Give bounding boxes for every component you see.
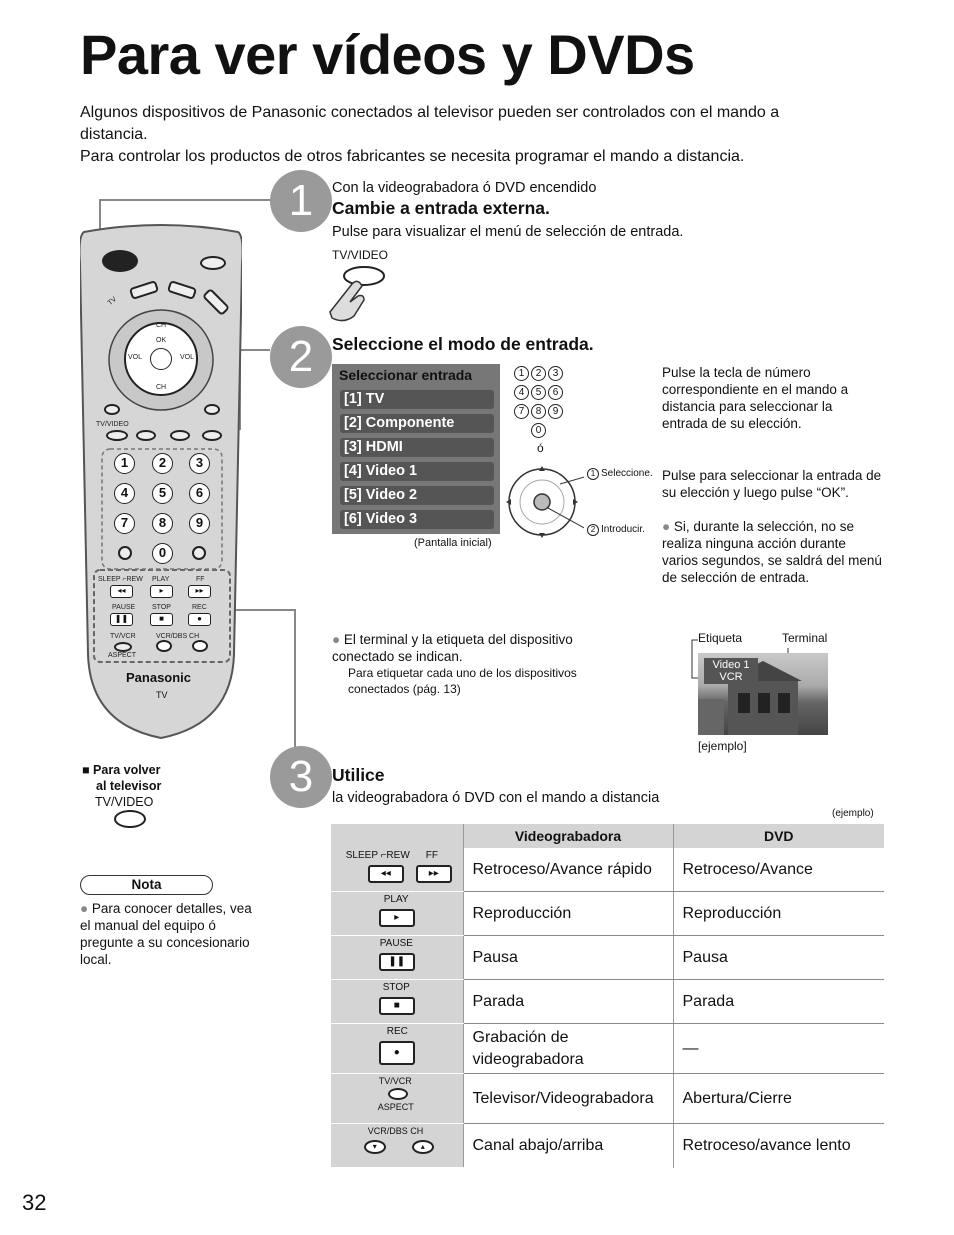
small-button[interactable] bbox=[104, 404, 120, 415]
tv-vcr-label: TV/VCR bbox=[110, 633, 136, 640]
ff-icon-label: FF bbox=[425, 850, 438, 861]
table-cell: Pausa bbox=[673, 936, 884, 980]
rec-icon-label: REC bbox=[386, 1026, 408, 1037]
table-cell: Parada bbox=[673, 980, 884, 1024]
remote-control bbox=[80, 224, 242, 742]
play-icon: ▸ bbox=[379, 909, 415, 927]
function-table bbox=[331, 824, 884, 1168]
menu-item-video3[interactable]: [6] Video 3 bbox=[340, 510, 494, 529]
table-cell: Retroceso/Avance rápido bbox=[463, 848, 673, 892]
table-cell: — bbox=[673, 1024, 884, 1074]
digit-3-icon: 3 bbox=[548, 366, 563, 381]
intro-line-1: Algunos dispositivos de Panasonic conectados al televisor pueden ser controlados con el mando a bbox=[80, 104, 780, 121]
vcr-dbs-ch-icon-cell bbox=[331, 1124, 463, 1168]
digit-6-button[interactable]: 6 bbox=[189, 483, 210, 504]
table-cell: Retroceso/avance lento bbox=[673, 1124, 884, 1168]
play-label: PLAY bbox=[152, 576, 170, 583]
select-hint bbox=[587, 468, 653, 480]
stop-icon-cell bbox=[331, 980, 463, 1024]
intro-line-3: Para controlar los productos de otros fabricantes se necesita programar el mando a distancia. bbox=[80, 148, 745, 165]
digit-5-button[interactable]: 5 bbox=[152, 483, 173, 504]
terminal-note-text: El terminal y la etiqueta del dispositivo conectado se indican. bbox=[332, 632, 573, 664]
digit-2-button[interactable]: 2 bbox=[152, 453, 173, 474]
note-text: Para conocer detalles, vea el manual del equipo ó pregunte a su concesionario local. bbox=[80, 901, 252, 967]
remote-brand: Panasonic bbox=[126, 670, 192, 685]
step-3-number: 3 bbox=[270, 746, 332, 808]
table-row bbox=[331, 892, 884, 936]
pause-icon-cell bbox=[331, 936, 463, 980]
rec-button[interactable]: ● bbox=[188, 613, 211, 626]
return-tv-line-1: Para volver bbox=[93, 763, 161, 777]
osd-label: Video 1 bbox=[712, 659, 750, 671]
menu-item-video2[interactable]: [5] Video 2 bbox=[340, 486, 494, 505]
square-bullet-icon: ■ bbox=[82, 763, 90, 777]
small-button[interactable] bbox=[204, 404, 220, 415]
remote-model: TV bbox=[156, 690, 168, 700]
rew-ff-icon bbox=[331, 848, 463, 892]
table-row bbox=[331, 1024, 884, 1074]
select-num-icon: 1 bbox=[587, 468, 599, 480]
menu-item-component[interactable]: [2] Componente bbox=[340, 414, 494, 433]
table-row bbox=[331, 1124, 884, 1168]
note-body bbox=[80, 900, 260, 968]
ok-desc: Pulse para seleccionar la entrada de su elección y luego pulse “OK”. bbox=[662, 468, 882, 500]
ok-button[interactable] bbox=[150, 348, 172, 370]
digit-7-icon: 7 bbox=[514, 404, 529, 419]
terminal-note bbox=[332, 631, 632, 665]
bullet-icon: ● bbox=[662, 519, 671, 534]
digit-7-button[interactable]: 7 bbox=[114, 513, 135, 534]
step-1-heading: Cambie a entrada externa. bbox=[332, 198, 550, 218]
digit-3-button[interactable]: 3 bbox=[189, 453, 210, 474]
small-button[interactable] bbox=[192, 546, 206, 560]
step-1-pre: Con la videograbadora ó DVD encendido bbox=[332, 180, 597, 196]
table-cell: Canal abajo/arriba bbox=[463, 1124, 673, 1168]
pause-icon: ❚❚ bbox=[379, 953, 415, 971]
table-cell: Retroceso/Avance bbox=[673, 848, 884, 892]
tv-vcr-icon-label: TV/VCR bbox=[378, 1076, 412, 1086]
page-title: Para ver vídeos y DVDs bbox=[80, 23, 695, 86]
menu-caption: (Pantalla inicial) bbox=[414, 537, 492, 549]
pause-button[interactable]: ❚❚ bbox=[110, 613, 133, 626]
ch-up-button[interactable] bbox=[192, 640, 208, 652]
ok-note-text: Si, durante la selección, no se realiza ninguna acción durante varios segundos, se saldrá del menú de selección de entrada. bbox=[662, 519, 882, 585]
rec-icon: ● bbox=[379, 1041, 415, 1065]
etiqueta-label: Etiqueta bbox=[698, 631, 743, 645]
ch-up-label: CH bbox=[156, 322, 167, 329]
power-button[interactable] bbox=[102, 250, 138, 272]
step-1-desc: Pulse para visualizar el menú de selección de entrada. bbox=[332, 224, 684, 240]
tv-vcr-aspect-icon-cell bbox=[331, 1074, 463, 1124]
intro-line-2: distancia. bbox=[80, 126, 148, 143]
table-cell: Abertura/Cierre bbox=[673, 1074, 884, 1124]
cursor-keys-icon bbox=[504, 464, 584, 549]
rec-label: REC bbox=[192, 604, 207, 611]
ch-down-label: CH bbox=[156, 384, 167, 391]
table-cell: Pausa bbox=[463, 936, 673, 980]
color-button[interactable] bbox=[136, 430, 156, 441]
menu-item-hdmi[interactable]: [3] HDMI bbox=[340, 438, 494, 457]
table-cell: Televisor/Videograbadora bbox=[463, 1074, 673, 1124]
digit-desc: Pulse la tecla de número correspondiente en el mando a distancia para seleccionar la entrada de su elección. bbox=[662, 365, 849, 431]
table-cell: Grabación de videograbadora bbox=[463, 1024, 673, 1074]
bullet-icon: ● bbox=[332, 632, 341, 647]
vol-left-label: VOL bbox=[128, 354, 143, 361]
tv-video-button[interactable] bbox=[106, 430, 128, 441]
pause-icon-label: PAUSE bbox=[379, 938, 413, 949]
color-button[interactable] bbox=[170, 430, 190, 441]
step-1-number: 1 bbox=[270, 170, 332, 232]
step-2-number: 2 bbox=[270, 326, 332, 388]
rew-icon: ◂◂ bbox=[368, 865, 404, 883]
table-row bbox=[331, 848, 884, 892]
vol-right-label: VOL bbox=[180, 354, 195, 361]
digit-0-icon: 0 bbox=[531, 423, 546, 438]
osd-terminal: VCR bbox=[719, 671, 743, 683]
ch-down-icon: ▾ bbox=[364, 1140, 386, 1154]
vcr-dbs-ch-icon-label: VCR/DBS CH bbox=[367, 1126, 424, 1136]
digit-2-icon: 2 bbox=[531, 366, 546, 381]
stop-label: STOP bbox=[152, 604, 171, 611]
digit-keys-icon bbox=[514, 363, 568, 438]
enter-num-icon: 2 bbox=[587, 524, 599, 536]
play-icon-cell bbox=[331, 892, 463, 936]
digit-1-icon: 1 bbox=[514, 366, 529, 381]
page-number: 32 bbox=[22, 1190, 47, 1215]
color-button[interactable] bbox=[202, 430, 222, 441]
stop-icon: ■ bbox=[379, 997, 415, 1015]
digit-1-button[interactable]: 1 bbox=[114, 453, 135, 474]
remote-button[interactable] bbox=[200, 256, 226, 270]
step-3-heading: Utilice bbox=[332, 765, 385, 785]
enter-hint bbox=[587, 524, 645, 536]
rec-icon-cell bbox=[331, 1024, 463, 1074]
input-select-menu bbox=[332, 364, 500, 534]
sleep-rew-icon-label: SLEEP ⌐REW bbox=[345, 850, 410, 861]
rew-button[interactable]: ◂◂ bbox=[110, 585, 133, 598]
digit-8-icon: 8 bbox=[531, 404, 546, 419]
pause-label: PAUSE bbox=[112, 604, 136, 611]
stop-button[interactable]: ■ bbox=[150, 613, 173, 626]
digit-8-button[interactable]: 8 bbox=[152, 513, 173, 534]
sleep-rew-label: SLEEP ⌐REW bbox=[98, 576, 143, 583]
digit-6-icon: 6 bbox=[548, 385, 563, 400]
ff-button[interactable]: ▸▸ bbox=[188, 585, 211, 598]
digit-0-button[interactable]: 0 bbox=[152, 543, 173, 564]
table-header-vcr: Videograbadora bbox=[463, 824, 673, 848]
aspect-icon-label: ASPECT bbox=[377, 1102, 414, 1112]
vcr-dbs-ch-label: VCR/DBS CH bbox=[156, 633, 200, 640]
select-label: Seleccione. bbox=[601, 468, 653, 479]
stop-icon-label: STOP bbox=[382, 982, 410, 993]
table-cell: Parada bbox=[463, 980, 673, 1024]
bullet-icon: ● bbox=[80, 901, 89, 916]
table-cell: Reproducción bbox=[673, 892, 884, 936]
table-row bbox=[331, 1074, 884, 1124]
digit-5-icon: 5 bbox=[531, 385, 546, 400]
enter-label: Introducir. bbox=[601, 524, 645, 535]
tv-vcr-icon bbox=[388, 1088, 408, 1100]
ch-up-icon: ▴ bbox=[412, 1140, 434, 1154]
play-button[interactable]: ▸ bbox=[150, 585, 173, 598]
table-example-label: (ejemplo) bbox=[832, 808, 874, 819]
or-label: ó bbox=[537, 441, 544, 455]
menu-title: Seleccionar entrada bbox=[339, 367, 473, 383]
step-2-heading: Seleccione el modo de entrada. bbox=[332, 334, 594, 354]
hand-press-icon bbox=[324, 262, 392, 329]
terminal-label: Terminal bbox=[782, 631, 828, 645]
tv-label: TV bbox=[106, 295, 119, 308]
step-3-desc: la videograbadora ó DVD con el mando a distancia bbox=[332, 790, 660, 806]
table-cell: Reproducción bbox=[463, 892, 673, 936]
tv-video-icon bbox=[114, 810, 146, 828]
return-tv-button-label: TV/VIDEO bbox=[95, 795, 154, 809]
table-header-icon bbox=[331, 824, 463, 848]
digit-9-button[interactable]: 9 bbox=[189, 513, 210, 534]
aspect-label: ASPECT bbox=[108, 652, 137, 659]
tv-video-button-label: TV/VIDEO bbox=[332, 248, 389, 262]
note-title: Nota bbox=[80, 875, 213, 895]
digit-4-button[interactable]: 4 bbox=[114, 483, 135, 504]
ff-icon: ▸▸ bbox=[416, 865, 452, 883]
ch-down-button[interactable] bbox=[156, 640, 172, 652]
digit-4-icon: 4 bbox=[514, 385, 529, 400]
table-row bbox=[331, 936, 884, 980]
return-tv-line-2: al televisor bbox=[96, 779, 162, 793]
osd-label-box bbox=[704, 658, 758, 684]
return-tv-note bbox=[82, 762, 161, 794]
menu-item-tv[interactable]: [1] TV bbox=[340, 390, 494, 409]
table-header-dvd: DVD bbox=[673, 824, 884, 848]
ff-label: FF bbox=[196, 576, 205, 583]
tv-video-label: TV/VIDEO bbox=[96, 421, 129, 428]
example-screen-image bbox=[698, 653, 828, 735]
digit-9-icon: 9 bbox=[548, 404, 563, 419]
small-button[interactable] bbox=[118, 546, 132, 560]
menu-item-video1[interactable]: [4] Video 1 bbox=[340, 462, 494, 481]
ok-label: OK bbox=[156, 337, 167, 344]
play-icon-label: PLAY bbox=[383, 894, 409, 905]
ok-note bbox=[662, 518, 882, 586]
table-row bbox=[331, 980, 884, 1024]
example-label: [ejemplo] bbox=[698, 739, 747, 753]
tv-vcr-button[interactable] bbox=[114, 642, 132, 652]
terminal-sub: Para etiquetar cada uno de los dispositivos conectados (pág. 13) bbox=[348, 666, 577, 696]
